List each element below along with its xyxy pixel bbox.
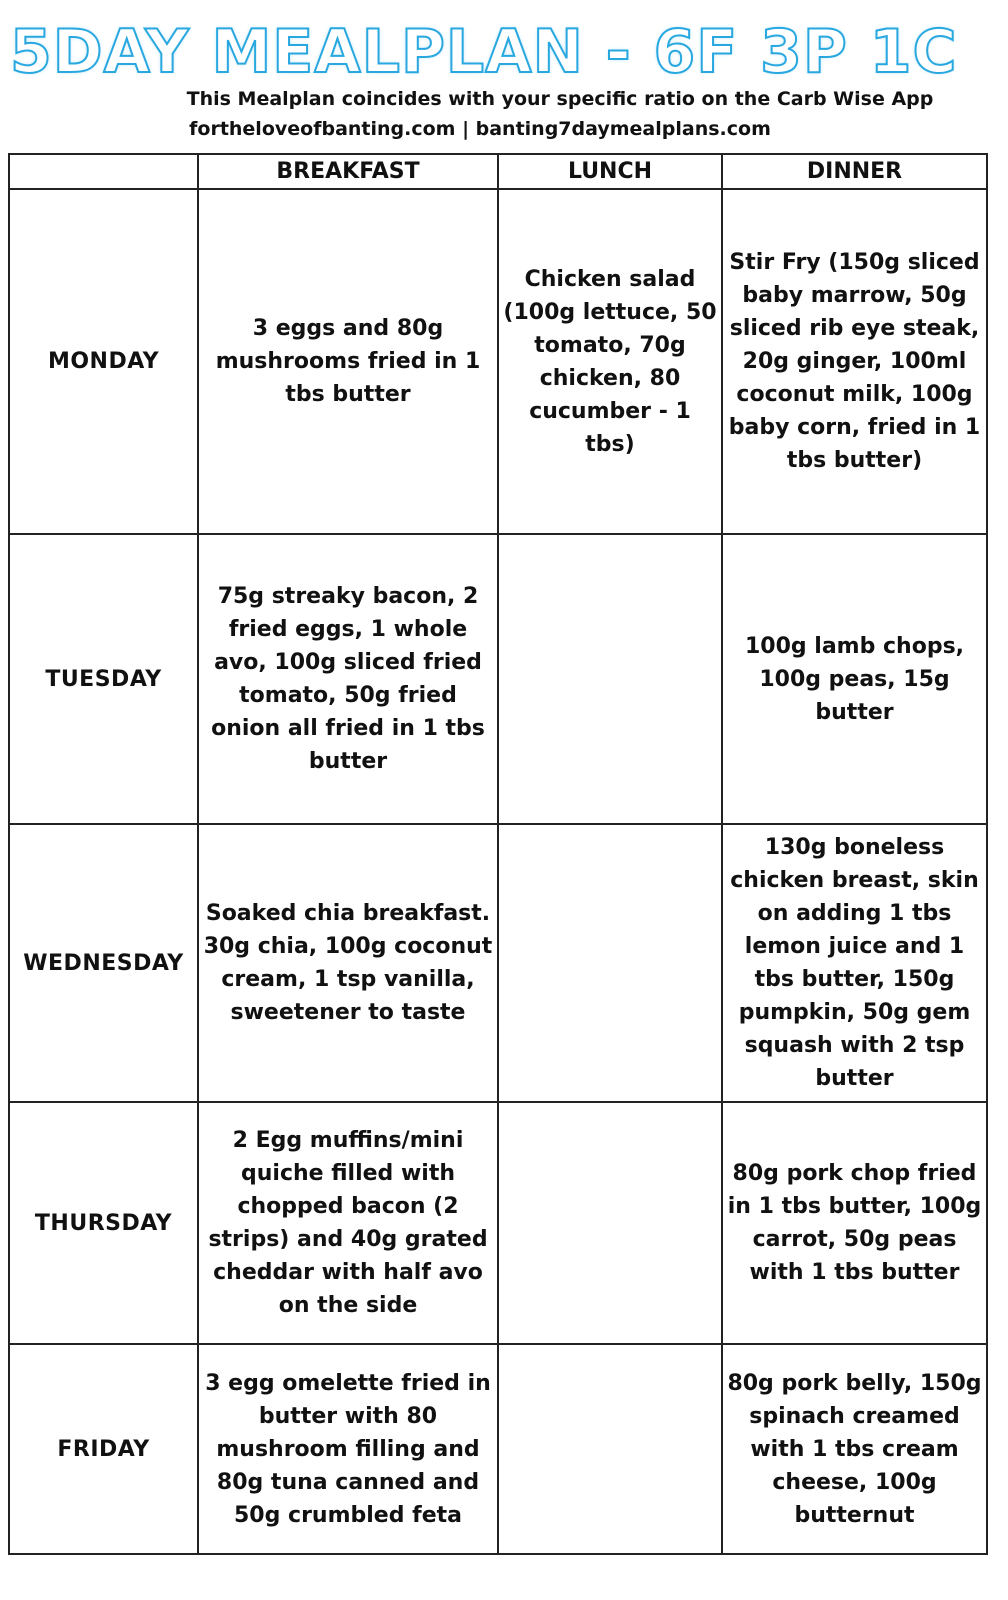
column-header-breakfast: BREAKFAST — [198, 154, 498, 189]
header-row — [9, 154, 987, 189]
breakfast-cell: 3 eggs and 80g mushrooms fried in 1 tbs butter — [198, 189, 498, 534]
page-subtitle: This Mealplan coincides with your specific ratio on the Carb Wise App — [186, 88, 934, 110]
table-row — [9, 534, 987, 824]
day-label: THURSDAY — [9, 1102, 198, 1344]
day-label: TUESDAY — [9, 534, 198, 824]
column-header-dinner: DINNER — [722, 154, 987, 189]
dinner-cell: 100g lamb chops, 100g peas, 15g butter — [722, 534, 987, 824]
dinner-cell: 80g pork chop fried in 1 tbs butter, 100g carrot, 50g peas with 1 tbs butter — [722, 1102, 987, 1344]
day-label: FRIDAY — [9, 1344, 198, 1554]
table-row — [9, 1344, 987, 1554]
lunch-cell — [498, 1344, 722, 1554]
breakfast-cell: 3 egg omelette fried in butter with 80 mushroom filling and 80g tuna canned and 50g crumbled feta — [198, 1344, 498, 1554]
dinner-cell: Stir Fry (150g sliced baby marrow, 50g sliced rib eye steak, 20g ginger, 100ml coconut milk, 100g baby corn, fried in 1 tbs butter) — [722, 189, 987, 534]
table-row — [9, 824, 987, 1102]
column-header-day — [9, 154, 198, 189]
table-row — [9, 1102, 987, 1344]
lunch-cell — [498, 1102, 722, 1344]
table-row — [9, 189, 987, 534]
day-label: MONDAY — [9, 189, 198, 534]
breakfast-cell: Soaked chia breakfast. 30g chia, 100g coconut cream, 1 tsp vanilla, sweetener to taste — [198, 824, 498, 1102]
lunch-cell: Chicken salad (100g lettuce, 50 tomato, 70g chicken, 80 cucumber - 1 tbs) — [498, 189, 722, 534]
lunch-cell — [498, 534, 722, 824]
page-title: 5DAY MEALPLAN - 6F 3P 1C — [10, 17, 958, 87]
lunch-cell — [498, 824, 722, 1102]
column-header-lunch: LUNCH — [498, 154, 722, 189]
day-label: WEDNESDAY — [9, 824, 198, 1102]
dinner-cell: 80g pork belly, 150g spinach creamed with 1 tbs cream cheese, 100g butternut — [722, 1344, 987, 1554]
breakfast-cell: 75g streaky bacon, 2 fried eggs, 1 whole avo, 100g sliced fried tomato, 50g fried onion all fried in 1 tbs butter — [198, 534, 498, 824]
website-links: fortheloveofbanting.com | banting7daymealplans.com — [189, 118, 771, 140]
breakfast-cell: 2 Egg muffins/mini quiche filled with chopped bacon (2 strips) and 40g grated cheddar with half avo on the side — [198, 1102, 498, 1344]
dinner-cell: 130g boneless chicken breast, skin on adding 1 tbs lemon juice and 1 tbs butter, 150g pumpkin, 50g gem squash with 2 tsp butter — [722, 824, 987, 1102]
meal-plan-table — [8, 153, 988, 1555]
